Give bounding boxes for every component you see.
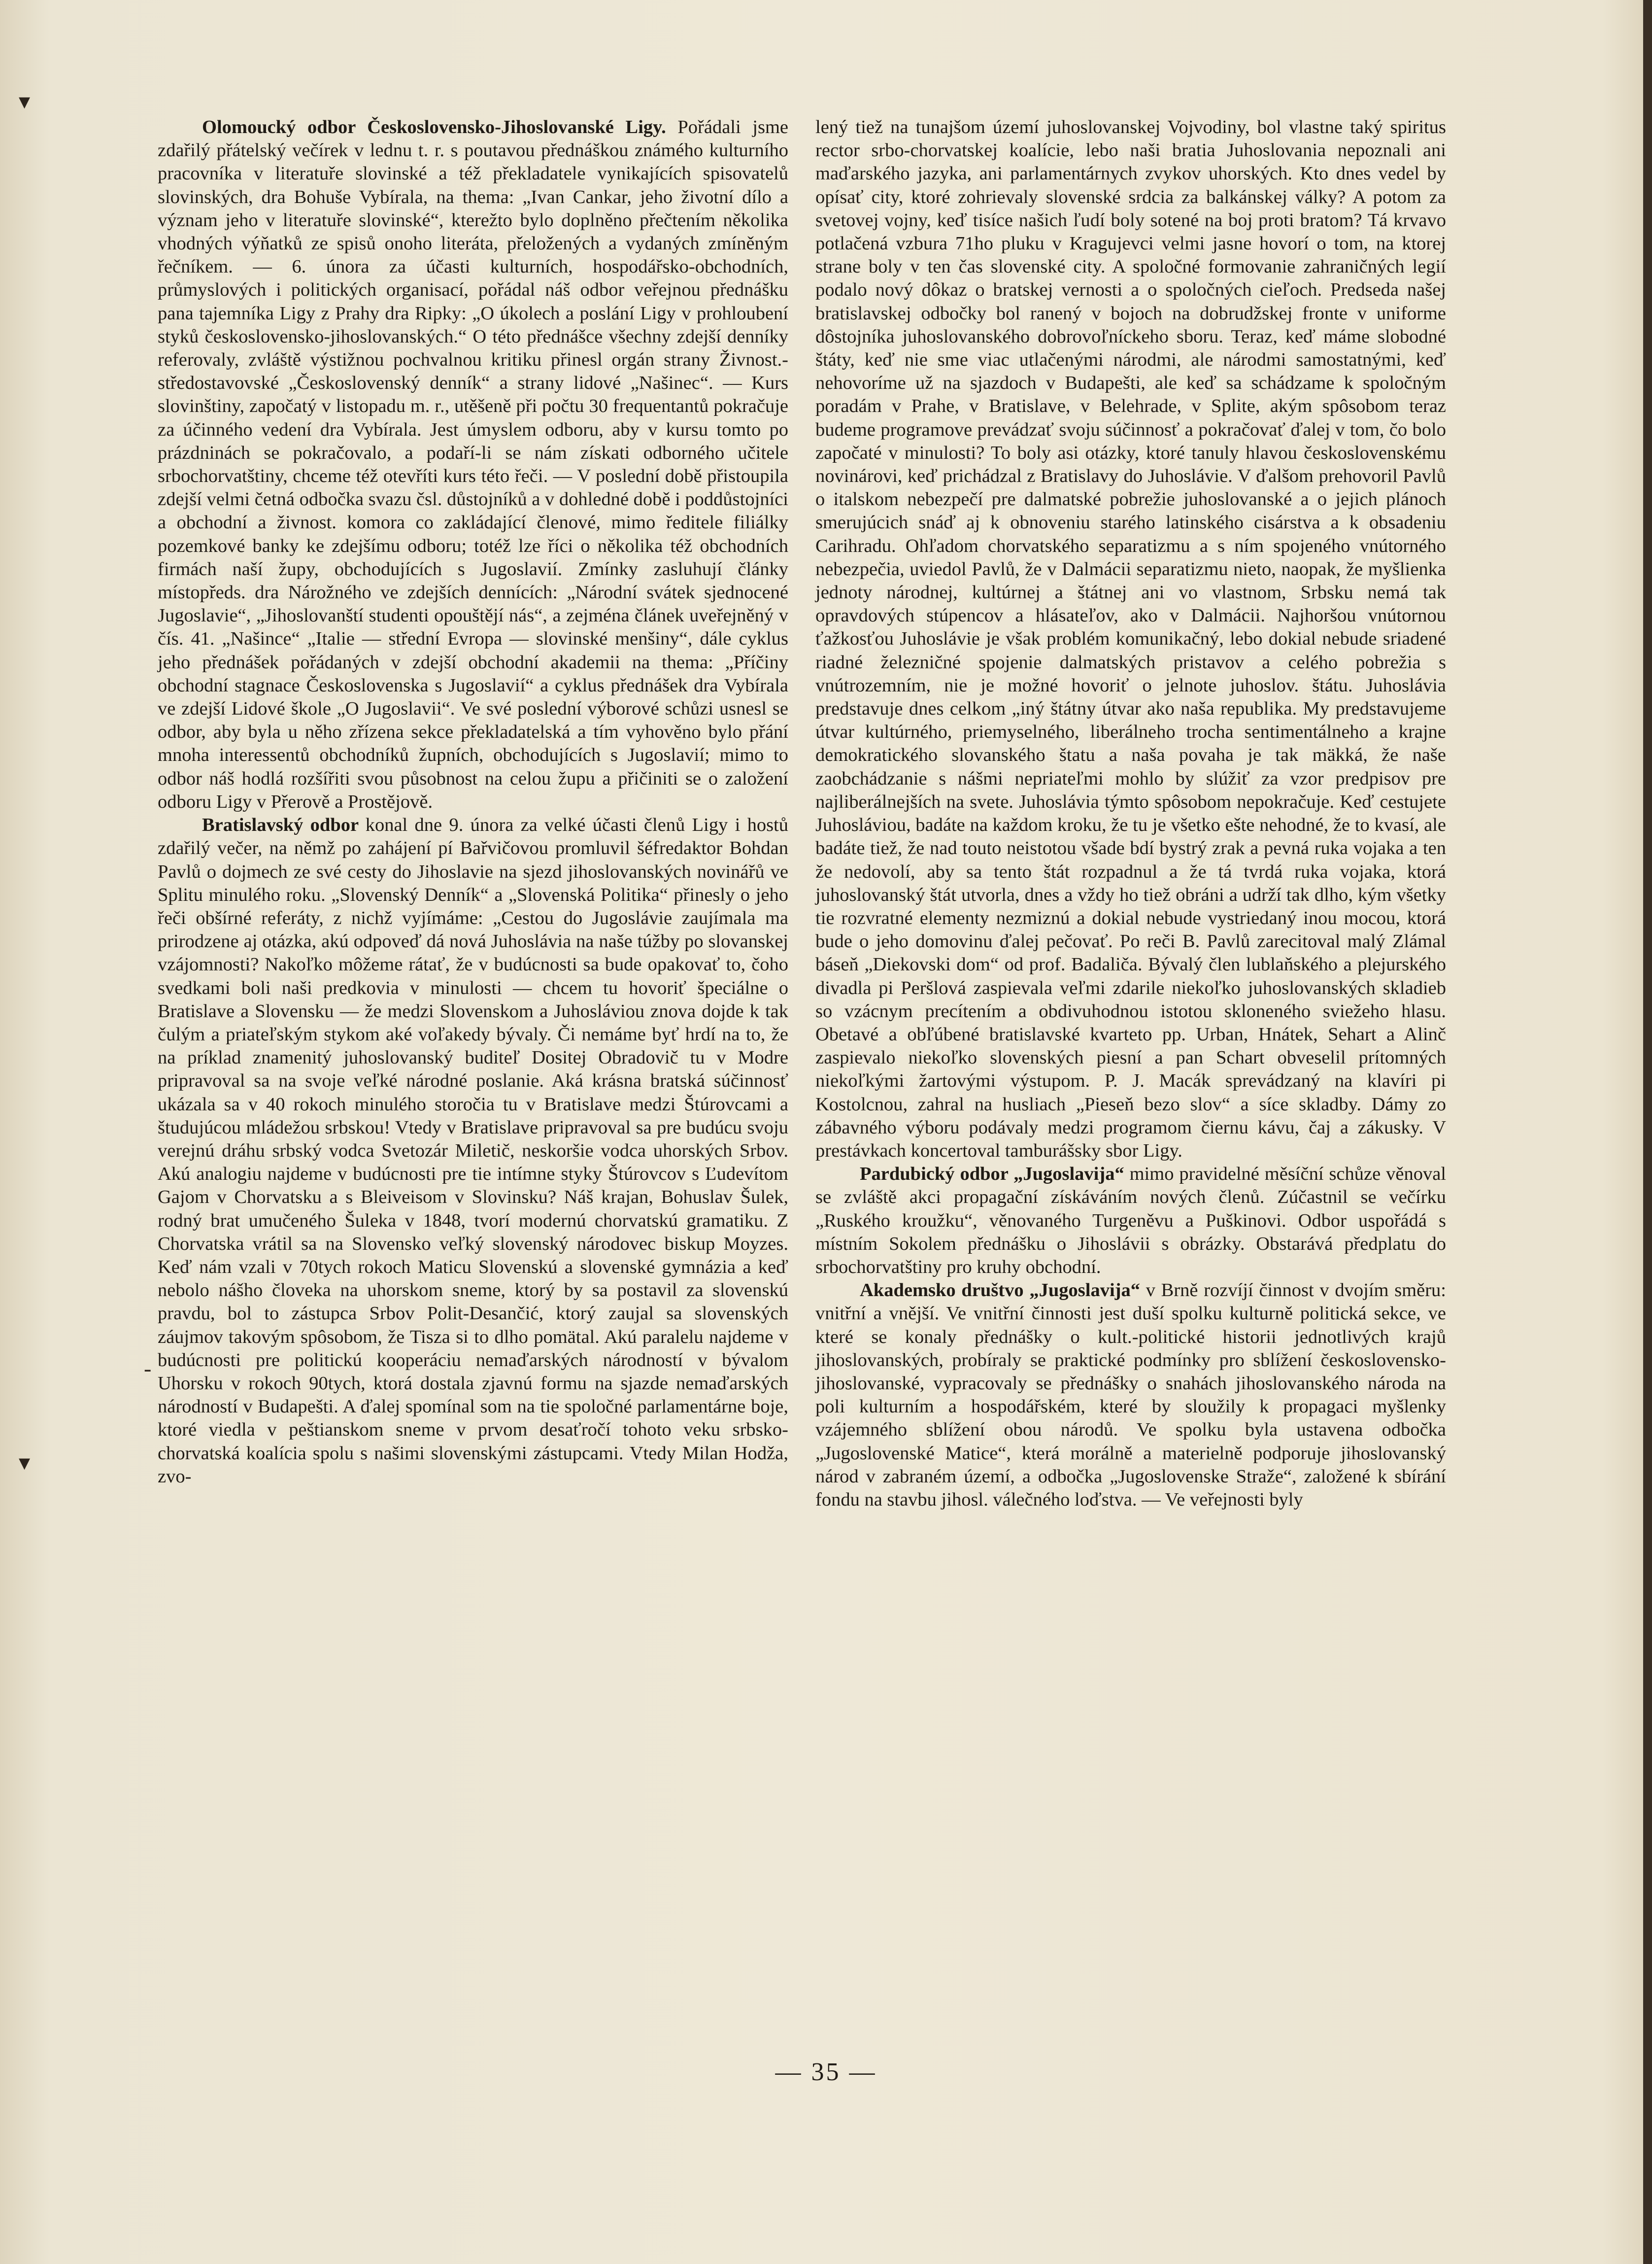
margin-mark-middle: ▾ [19, 1450, 31, 1475]
section-bratislava [158, 814, 788, 1488]
section-heading: Olomoucký odbor Československo-Jihoslovanské Ligy. [202, 117, 678, 137]
section-heading: Bratislavský odbor [202, 815, 366, 836]
section-bratislava-continued [815, 116, 1446, 1163]
section-pardubice [815, 1163, 1446, 1279]
margin-mark-top: ▾ [19, 89, 31, 114]
section-akademsko-drustvo [815, 1279, 1446, 1511]
margin-mark-dash: - [144, 1356, 152, 1381]
section-text: konal dne 9. února za velké účasti členů Ligy i hostů zdařilý večer, na němž po zahájení pí Bařvičovou promluvil šéfredaktor Bohdan Pavlů o dojmech ze své cesty do Jihoslavie na sjezd jihoslovanských novinářů ve Splitu minulého roku. „Slovenský Denník“ a „Slovenská Politika“ přinesly o jeho řeči obšírné referáty, z nichž vyjímáme: „Cestou do Jugoslávie zaujímala ma prirodzene aj otázka, akú odpoveď dá nová Juhoslávia na naše túžby po slovanskej vzájomnosti? Nakoľko môžeme rátať, že v budúcnosti sa bude opakovať to, čoho svedkami boli naši predkovia v minulosti — chcem tu hovoriť špeciálne o Bratislave a Slovensku — že medzi Slovenskom a Juhosláviou znova dojde k tak čulým a priateľským stykom aké voľakedy bývaly. Či nemáme byť hrdí na to, že na príklad znamenitý juhoslovanský buditeľ Dositej Obradovič tu v Modre pripravoval sa na svoje veľké národné poslanie. Aká krásna bratská súčinnosť ukázala sa v 40 rokoch minulého storočia tu v Bratislave medzi Štúrovcami a študujúcou mládežou srbskou! Vtedy v Bratislave pripravoval sa pre budúcu svoju verejnú dráhu srbský vodca Svetozár Miletič, neskoršie vodca uhorských Srbov. Akú analogiu najdeme v budúcnosti pre tie intímne styky Štúrovcov s Ľudevítom Gajom v Chorvatsku a s Bleiveisom v Slovinsku? Náš krajan, Bohuslav Šulek, rodný brat umučeného Šuleka v 1848, tvorí modernú chorvatskú gramatiku. Z Chorvatska vrátil sa na Slovensko veľký slovenský národovec biskup Moyzes. Keď nám vzali v 70tych rokoch Maticu Slovenskú a slovenské gymnázia a keď nebolo nášho človeka na uhorskom sneme, ktorý by sa postavil za slovenskú pravdu, bol to zástupca Srbov Polit-Desančić, ktorý zaujal sa slovenských záujmov takovým spôsobom, že Tisza si to dlho pomätal. Akú paralelu najdeme v budúcnosti pre politickú kooperáciu nemaďarských národností v bývalom Uhorsku v rokoch 90tych, ktorá dostala zjavnú formu na sjazde nemaďarských národností v Budapešti. A ďalej spomínal som na tie spoločné parlamentárne boje, ktoré viedla v peštianskom sneme v prvom desaťročí tohoto veku srbsko-chorvatská koalícia spolu s našimi slovenskými zástupcami. Vtedy Milan Hodža, zvo- [158, 815, 788, 1487]
section-heading: Akademsko društvo „Jugoslavija“ [860, 1280, 1146, 1301]
section-heading: Pardubický odbor „Jugoslavija“ [860, 1164, 1130, 1185]
left-column [158, 116, 788, 1488]
page-edge-shadow [1643, 0, 1652, 2264]
section-text: mimo pravidelné měsíční schůze věnoval se zvláště akci propagační získáváním nových členů. Zúčastnil se večírku „Ruského kroužku“, věnovaného Turgeněvu a Puškinovi. Odbor uspořádá s místním Sokolem přednášku o Jihoslávii s obrázky. Obstarává předplatu do srbochorvatštiny pro kruhy obchodní. [815, 1164, 1446, 1277]
section-text: Pořádali jsme zdařilý přátelský večírek v lednu t. r. s poutavou přednáškou známého kulturního pracovníka v literatuře slovinské a též překladatele vynikajících spisovatelů slovinských, dra Bohuše Vybírala, na thema: „Ivan Cankar, jeho životní dílo a význam jeho v literatuře slovinské“, kterežto bylo doplněno přečtením několika vhodných výňatků ze spisů onoho literáta, přeložených a vydaných zmíněným řečníkem. — 6. února za účasti kulturních, hospodářsko-obchodních, průmyslových i politických organisací, pořádal náš odbor veřejnou přednášku pana tajemníka Ligy z Prahy dra Ripky: „O úkolech a poslání Ligy v prohloubení styků československo-jihoslovanských.“ O této přednášce všechny zdejší denníky referovaly, zvláště výstižnou pochvalnou kritiku přinesl orgán strany Živnost.-středostavovské „Československý denník“ a strany lidové „Našinec“. — Kurs slovinštiny, započatý v listopadu m. r., utěšeně při počtu 30 frequentantů pokračuje za účinného vedení dra Vybírala. Jest úmyslem odboru, aby v kursu tomto po prázdninách se pokračovalo, a podaří-li se nám získati odborného učitele srbochorvatštiny, chceme též otevříti kurs této řeči. — V poslední době přistoupila zdejší velmi četná odbočka svazu čsl. důstojníků a v dohledné době i poddůstojníci a obchodní a živnost. komora co zakládající členové, mimo ředitele filiálky pozemkové banky ke zdejšímu odboru; totéž lze říci o několika též obchodních firmách naší župy, obchodujících s Jugoslavií. Zmínky zasluhují články místopředs. dra Nárožného ve zdejších dennících: „Národní svátek sjednocené Jugoslavie“, „Jihoslovanští studenti opouštějí nás“, a zejména článek uveřejněný v čís. 41. „Našince“ „Italie — střední Evropa — slovinské menšiny“, dále cyklus jeho přednášek pořádaných v zdejší obchodní akademii na thema: „Příčiny obchodní stagnace Československa s Jugoslavií“ a cyklus přednášek dra Vybírala ve zdejší Lidové škole „O Jugoslavii“. Ve své poslední výborové schůzi usnesl se odbor, aby byla u něho zřízena sekce překladatelská a tím vyhověno bylo přání mnoha interessentů obchodníků župních, obchodujících s Jugoslavií; mimo to odbor náš hodlá rozšířiti svou působnost na celou župu a přičiniti se o založení odboru Ligy v Přerově a Prostějově. [158, 117, 788, 812]
section-olomouc [158, 116, 788, 814]
right-column [815, 116, 1446, 1511]
section-text: v Brně rozvíjí činnost v dvojím směru: vnitřní a vnější. Ve vnitřní činnosti jest duší spolku kulturně politická sekce, ve které se konaly přednášky o kult.-politické historii jednotlivých krajů jihoslovanských, probíraly se praktické podmínky pro sblížení československo-jihoslovanské, vypracovaly se přednášky o snahách jihoslovanského národa na poli kulturním a hospodářském, které by sloužily k propagaci myšlenky vzájemného sblížení obou národů. Ve spolku byla ustavena odbočka „Jugoslovenské Matice“, která morálně a materielně podporuje jihoslovanský národ v zabraném území, a odbočka „Jugoslovenske Straže“, založené k sbírání fondu na stavbu jihosl. válečného loďstva. — Ve veřejnosti byly [815, 1280, 1446, 1510]
page-number: — 35 — [775, 2058, 877, 2086]
section-text: lený tiež na tunajšom území juhoslovanskej Vojvodiny, bol vlastne taký spiritus rector srbo-chorvatskej koalície, lebo naši bratia Juhoslovania nepoznali ani maďarského jazyka, ani parlamentárnych zvykov uhorských. Kto dnes vedel by opísať city, ktoré zohrievaly slovenské srdcia za balkánskej války? A potom za svetovej vojny, keď tisíce našich ľudí boly sotené na boj proti bratom? Tá krvavo potlačená vzbura 71ho pluku v Kragujevci velmi jasne hovorí o tom, na ktorej strane boly v ten čas slovenské city. A spoločné formovanie zahraničných legií podalo nový dôkaz o bratskej vernosti a o spoločných cieľoch. Predseda našej bratislavskej odbočky bol ranený v bojoch na dobrudžskej fronte v uniforme dôstojníka juhoslovanského dobrovoľníckeho sboru. Teraz, keď máme slobodné štáty, keď nie sme viac utlačenými národmi, ale národmi samostatnými, keď nehovoríme už na sjazdoch v Budapešti, ale keď sa schádzame k spoločným poradám v Prahe, v Bratislave, v Belehrade, v Splite, akým spôsobom teraz budeme programove prevádzať svoju súčinnosť a pokračovať ďalej v tom, čo bolo započaté v minulosti? To boly asi otázky, ktoré tanuly hlavou československému novinárovi, keď prichádzal z Bratislavy do Juhoslávie. V ďalšom prehovoril Pavlů o italskom nebezpečí pre dalmatské pobrežie juhoslovanské a o jejich plánoch smerujúcich snáď aj k obnoveniu starého latinského cisárstva a k obsadeniu Carihradu. Ohľadom chorvatského separatizmu a s ním spojeného vnútorného nebezpečia, uviedol Pavlů, že v Dalmácii separatizmu nieto, naopak, že myšlienka jednoty národnej, kultúrnej a štátnej ani vo vlastnom, Srbsku nemá tak opravdových stúpencov a hlásateľov, ako v Dalmácii. Najhoršou vnútornou ťažkosťou Juhoslávie je však problém komunikačný, lebo dokial nebude sriadené riadné železničné spojenie dalmatských pristavov a celého pobrežia s vnútrozemním, nie je možné hovoriť o jelnote juhoslov. štátu. Juhoslávia predstavuje dnes celkom „iný štátny útvar ako naša republika. My predstavujeme útvar kultúrného, priemyselného, liberálneho trocha sentimentálneho a krajne demokratického slovanského štatu a naša povaha je tak mäkká, že naše zaobchádzanie s nášmi nepriateľmi mohlo by slúžiť za vzor predpisov pre najliberálnejších na svete. Juhoslávia týmto spôsobom nepokračuje. Keď cestujete Juhosláviou, badáte na každom kroku, že tu je všetko ešte nehodné, že to kvasí, ale badáte tiež, že nad touto neistotou všade bdí bystrý zrak a pevná ruka vojaka a ten že nedovolí, aby sa tento štát rozpadnul a že tá tvrdá ruka vojaka, ktorá juhoslovanský štát utvorla, dnes a vždy ho tiež obráni a udrží tak dlho, kým všetky tie rozvratné elementy nezmiznú a dokial nebude vystriedaný inou mocou, ktorá bude o jeho domovinu ďalej pečovať. Po reči B. Pavlů zarecitoval malý Zlámal báseň „Diekovski dom“ od prof. Badaliča. Bývalý člen lublaňského a plejurského divadla pi Peršlová zaspievala veľmi zdarile niekoľko juhoslovanských skladieb so vzácnym precítením a obdivuhodnou istotou skloneného sviežeho hlasu. Obetavé a obľúbené bratislavské kvarteto pp. Urban, Hnátek, Sehart a Alinč zaspievalo niekoľko slovenských piesní a pan Schart obveselil prítomných niekoľkými žartovými výstupom. P. J. Macák sprevádzaný na klavíri pi Kostolcnou, zahral na husliach „Pieseň bezo slov“ a síce skladby. Dámy zo zábavného výboru podávaly medzi programom čiernu kávu, čaj a zákusky. V prestávkach koncertoval tamburášsky sbor Ligy. [815, 117, 1446, 1161]
